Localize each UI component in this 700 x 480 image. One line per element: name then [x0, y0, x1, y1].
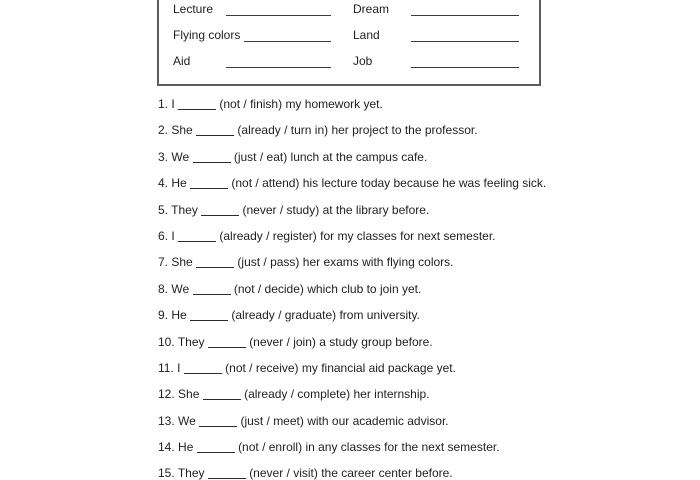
item-rest: a study group before. — [319, 334, 433, 349]
vocab-column-left — [173, 2, 331, 68]
item-rest: in any classes for the next semester. — [305, 440, 500, 455]
item-rest: with our academic advisor. — [307, 413, 449, 428]
vocab-row — [173, 54, 331, 68]
item-number: 11. — [158, 360, 174, 375]
exercise-item — [158, 203, 546, 217]
vocab-answer-line — [411, 54, 519, 68]
item-number: 6. — [158, 228, 169, 243]
item-hint: (already / complete) — [244, 387, 351, 402]
answer-blank — [190, 308, 228, 321]
answer-blank — [203, 387, 241, 400]
answer-blank — [184, 361, 222, 374]
vocab-term-label: Dream — [353, 2, 390, 16]
item-subject: We — [171, 149, 190, 164]
exercise-item — [158, 150, 546, 164]
item-subject: He — [178, 440, 194, 455]
vocab-row — [173, 2, 331, 16]
item-number: 2. — [158, 123, 169, 138]
item-hint: (never / study) — [242, 202, 320, 217]
item-number: 13. — [158, 413, 175, 428]
vocab-answer-line — [244, 28, 331, 42]
item-subject: She — [171, 123, 193, 138]
item-hint: (not / decide) — [233, 281, 304, 296]
vocab-row — [173, 28, 331, 42]
item-rest: my homework yet. — [285, 97, 383, 111]
exercise-item — [158, 387, 546, 401]
item-hint: (already / register) — [219, 228, 317, 243]
vocab-row — [353, 28, 519, 42]
item-number: 10. — [158, 334, 175, 349]
item-subject: She — [171, 255, 193, 270]
item-subject: He — [171, 176, 187, 191]
item-subject: We — [171, 281, 190, 296]
answer-blank — [178, 229, 216, 242]
item-number: 3. — [158, 149, 169, 164]
answer-blank — [190, 176, 228, 189]
item-subject: I — [171, 228, 175, 243]
exercise-list — [158, 97, 546, 480]
item-subject: He — [171, 308, 187, 323]
item-hint: (never / join) — [249, 334, 316, 349]
item-number: 1. — [158, 97, 169, 111]
exercise-item — [158, 308, 546, 322]
item-hint: (already / graduate) — [231, 308, 337, 323]
item-rest: for my classes for next semester. — [320, 228, 496, 243]
exercise-item — [158, 176, 546, 190]
item-hint: (just / meet) — [240, 413, 304, 428]
answer-blank — [197, 440, 235, 453]
item-rest: from university. — [339, 308, 420, 323]
vocab-term-label: Flying colors — [173, 28, 241, 42]
item-subject: I — [177, 360, 181, 375]
item-hint: (never / visit) — [249, 466, 318, 480]
exercise-item — [158, 255, 546, 269]
item-hint: (not / enroll) — [238, 440, 303, 455]
vocab-answer-line — [226, 54, 331, 68]
item-subject: She — [178, 387, 200, 402]
vocab-column-right — [353, 2, 519, 68]
answer-blank — [196, 123, 234, 136]
answer-blank — [208, 335, 246, 348]
item-subject: I — [171, 97, 175, 111]
item-subject: They — [177, 466, 205, 480]
exercise-item — [158, 361, 546, 375]
item-hint: (already / turn in) — [237, 123, 329, 138]
item-rest: her project to the professor. — [331, 123, 478, 138]
item-rest: which club to join yet. — [307, 281, 422, 296]
item-rest: her exams with flying colors. — [302, 255, 454, 270]
answer-blank — [178, 97, 216, 110]
exercise-item — [158, 229, 546, 243]
item-hint: (just / eat) — [233, 149, 288, 164]
item-rest: her internship. — [353, 387, 430, 402]
item-subject: They — [177, 334, 205, 349]
item-hint: (just / pass) — [237, 255, 300, 270]
answer-blank — [199, 414, 237, 427]
answer-blank — [196, 255, 234, 268]
item-number: 9. — [158, 308, 169, 323]
item-rest: at the library before. — [322, 202, 430, 217]
item-subject: We — [178, 413, 196, 428]
exercise-item — [158, 123, 546, 137]
exercise-item — [158, 97, 546, 111]
vocab-term-label: Lecture — [173, 2, 214, 16]
item-subject: They — [171, 202, 198, 217]
item-hint: (not / attend) — [231, 176, 300, 191]
item-hint: (not / finish) — [219, 97, 283, 111]
vocab-row — [353, 54, 519, 68]
vocab-term-label: Job — [353, 54, 373, 68]
answer-blank — [208, 466, 246, 479]
vocab-answer-line — [411, 2, 519, 16]
item-number: 15. — [158, 466, 175, 480]
exercise-item — [158, 282, 546, 296]
vocab-columns — [173, 2, 539, 68]
item-number: 4. — [158, 176, 169, 191]
answer-blank — [193, 282, 231, 295]
item-number: 8. — [158, 281, 169, 296]
exercise-item — [158, 466, 546, 480]
vocab-term-label: Land — [353, 28, 380, 42]
vocab-row — [353, 2, 519, 16]
vocab-answer-line — [411, 28, 519, 42]
vocab-box — [157, 0, 541, 86]
item-number: 5. — [158, 202, 169, 217]
answer-blank — [193, 150, 231, 163]
vocab-answer-line — [226, 2, 331, 16]
item-rest: lunch at the campus cafe. — [290, 149, 428, 164]
item-rest: my financial aid package yet. — [301, 360, 456, 375]
exercise-item — [158, 440, 546, 454]
item-number: 12. — [158, 387, 175, 402]
item-number: 7. — [158, 255, 169, 270]
item-hint: (not / receive) — [225, 360, 299, 375]
item-rest: the career center before. — [321, 466, 453, 480]
exercise-item — [158, 414, 546, 428]
answer-blank — [201, 203, 239, 216]
item-rest: his lecture today because he was feeling sick. — [302, 176, 547, 191]
item-number: 14. — [158, 440, 175, 455]
vocab-term-label: Aid — [173, 54, 191, 68]
exercise-item — [158, 335, 546, 349]
